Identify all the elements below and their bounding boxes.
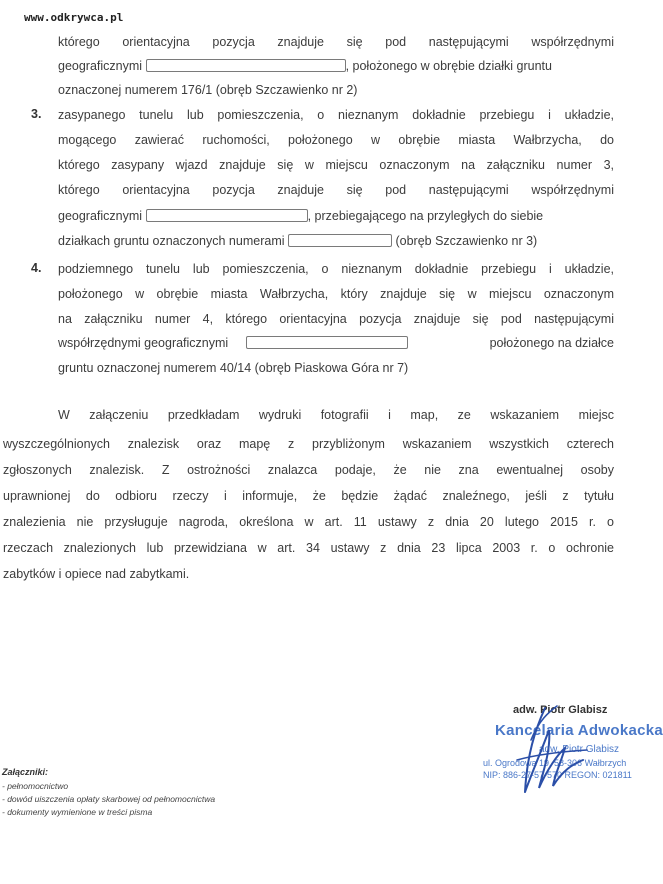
attachment-item: - dokumenty wymienione w treści pisma [2,807,153,817]
item4-line3: na załączniku numer 4, którego orientacyjna pozycja znajduje się pod następującymi [58,312,614,326]
item3-line1: zasypanego tunelu lub pomieszczenia, o nieznanym dokładnie przebiegu i układzie, [58,108,614,122]
closing-line1: W załączeniu przedkładam wydruki fotografii i map, ze wskazaniem miejsc [58,408,614,422]
item3-line4: którego orientacyjna pozycja znajduje się pod następującymi współrzędnymi [58,183,614,197]
coordinates-blank-2 [146,59,346,72]
stamp-line2: adw. Piotr Glabisz [539,744,620,755]
item3-line6 [58,233,537,249]
item3-line5-post: , przebiegającego na przyległych do siebie [307,209,544,223]
item3-line3: którego zasypany wjazd znajduje się w miejscu oznaczonym na załączniku numer 3, [58,158,614,172]
stamp-line3: ul. Ogrodowa 19, 58-306 Wałbrzych [483,758,627,768]
stamp-line4: NIP: 886-27-57-570 REGON: 021811 [483,770,632,780]
item3-number: 3. [31,107,42,121]
item3-line5-pre: geograficznymi [58,209,143,223]
item2-line1: którego orientacyjna pozycja znajduje się pod następującymi współrzędnymi [58,35,614,49]
attachment-item: - dowód uiszczenia opłaty skarbowej od pełnomocnictwa [2,794,216,804]
item4-line4-post: położonego na działce [489,336,614,350]
item4-line1: podziemnego tunelu lub pomieszczenia, o nieznanym dokładnie przebiegu i układzie, [58,262,614,276]
item3-line6-pre: działkach gruntu oznaczonych numerami [58,234,285,248]
closing-line5: znalezienia nie przysługuje nagroda, określona w art. 11 ustawy z dnia 20 lutego 2015 r. o [3,515,614,529]
item3-line6-post: (obręb Szczawienko nr 3) [395,234,538,248]
item4-line4-pre: współrzędnymi geograficznymi [58,336,229,350]
item2-line3: oznaczonej numerem 176/1 (obręb Szczawienko nr 2) [58,83,358,97]
signer-name: adw. Piotr Glabisz [513,704,608,716]
item4-line2: położonego w obrębie miasta Wałbrzycha, który znajduje się w miejscu oznaczonym [58,287,614,301]
parcels-blank-3 [288,234,392,247]
item2-line2 [58,58,552,74]
item3-line5 [58,208,543,224]
item2-line2-pre: geograficznymi [58,59,143,73]
closing-line4: uprawnionej do odbioru rzeczy i informuje, że będzie żądać znaleźnego, jeśli z tytułu [3,489,614,503]
item4-line5: gruntu oznaczonej numerem 40/14 (obręb Piaskowa Góra nr 7) [58,361,409,375]
coordinates-blank-3 [146,209,308,222]
item4-line4 [58,335,614,351]
signature-scribble [505,700,595,800]
item2-line2-post: , położonego w obrębie działki gruntu [345,59,552,73]
item4-number: 4. [31,261,42,275]
stamp-line1: Kancelaria Adwokacka [495,722,663,739]
item3-line2: mogącego zawierać ruchomości, położonego w obrębie miasta Wałbrzycha, do [58,133,614,147]
closing-line6: rzeczach znalezionych lub przewidziana w art. 34 ustawy z dnia 23 lipca 2003 r. o ochronie [3,541,614,555]
attachment-item: - pełnomocnictwo [2,781,69,791]
closing-line3: zgłoszonych znalezisk. Z ostrożności znalazca podaje, że nie zna ewentualnej osoby [3,463,614,477]
attachments-title: Załączniki: [2,767,49,777]
closing-line2: wyszczególnionych znalezisk oraz mapę z przybliżonym wskazaniem wszystkich czterech [3,437,614,451]
closing-line7: zabytków i opiece nad zabytkami. [3,567,190,581]
watermark: www.odkrywca.pl [24,11,124,24]
coordinates-blank-4 [246,336,408,349]
